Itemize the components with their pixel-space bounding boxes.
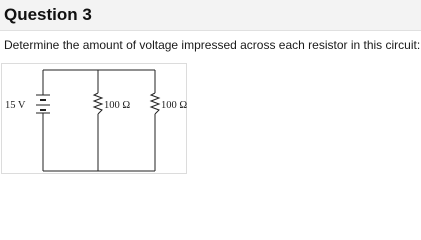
battery-symbol <box>36 95 50 113</box>
question-header <box>0 0 421 31</box>
circuit-diagram <box>1 63 187 174</box>
circuit-schematic <box>2 64 188 175</box>
battery-label: 15 V <box>5 100 26 111</box>
resistor-1-label: 100 Ω <box>104 100 131 111</box>
question-title: Question 3 <box>4 5 92 24</box>
resistor-2-symbol <box>151 93 159 114</box>
resistor-1-symbol <box>94 93 102 114</box>
resistor-2-label: 100 Ω <box>161 100 188 111</box>
circuit-wires <box>43 70 155 171</box>
question-text: Determine the amount of voltage impressed across each resistor in this circuit: <box>4 38 421 52</box>
